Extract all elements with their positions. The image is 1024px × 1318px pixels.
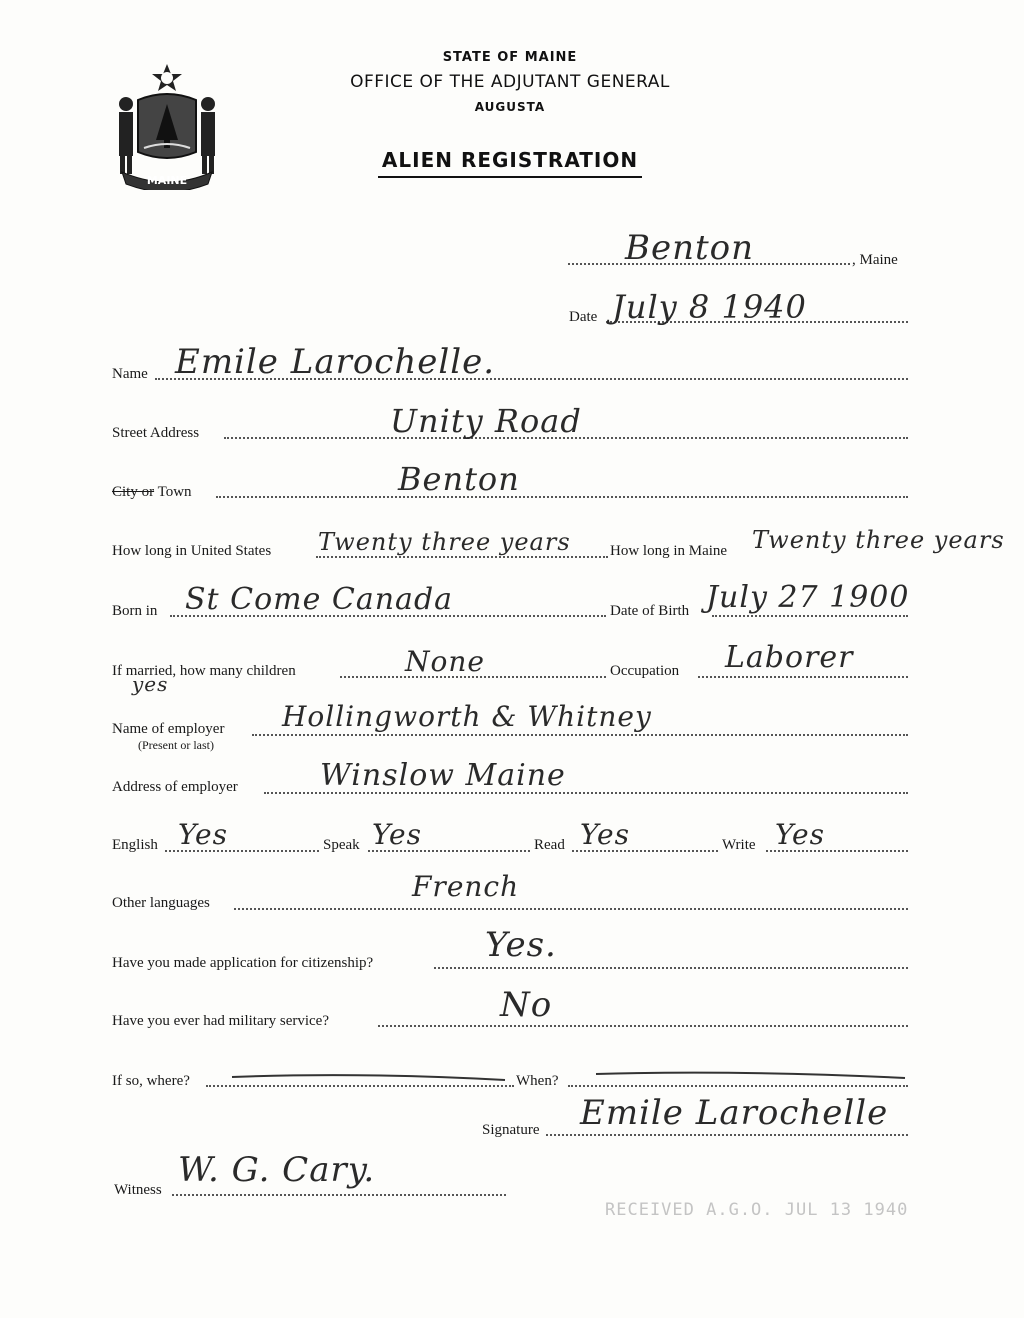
- date-of-birth-value: July 27 1900: [706, 580, 910, 615]
- occupation-value: Laborer: [725, 640, 854, 675]
- header-city: AUGUSTA: [474, 100, 546, 114]
- children-label: If married, how many children: [112, 663, 296, 679]
- where-label: If so, where?: [112, 1073, 190, 1089]
- born-in-label: Born in: [112, 603, 158, 619]
- employer-address-value: Winslow Maine: [320, 758, 566, 793]
- employer-sublabel: (Present or last): [138, 738, 214, 752]
- town-value: Benton: [398, 460, 520, 498]
- write-label: Write: [722, 837, 756, 853]
- citizenship-label: Have you made application for citizenship?: [112, 955, 374, 971]
- witness-label: Witness: [114, 1182, 162, 1198]
- other-languages-label: Other languages: [112, 895, 210, 911]
- street-address-label: Street Address: [112, 425, 200, 441]
- town-label: City or Town: [112, 484, 192, 500]
- time-in-us-value: Twenty three years: [318, 528, 571, 556]
- signature-label: Signature: [482, 1122, 540, 1138]
- date-of-birth-label: Date of Birth: [610, 603, 690, 619]
- witness-value: W. G. Cary.: [178, 1150, 376, 1190]
- english-label: English: [112, 837, 158, 853]
- name-value: Emile Larochelle.: [175, 342, 496, 382]
- signature-line: [546, 1134, 908, 1136]
- write-value: Yes: [775, 818, 825, 851]
- employer-address-label: Address of employer: [112, 779, 238, 795]
- witness-line: [172, 1194, 506, 1196]
- speak-value: Yes: [372, 818, 422, 851]
- place-suffix: , Maine: [852, 252, 898, 268]
- place-value: Benton: [625, 228, 755, 268]
- svg-text:MAINE: MAINE: [146, 174, 188, 187]
- speak-label: Speak: [323, 837, 360, 853]
- employer-value: Hollingworth & Whitney: [282, 700, 652, 733]
- read-label: Read: [534, 837, 565, 853]
- header-state: STATE OF MAINE: [442, 50, 578, 65]
- when-label: When?: [516, 1073, 559, 1089]
- military-value: No: [500, 985, 553, 1025]
- signature-value: Emile Larochelle: [580, 1093, 889, 1133]
- date-label: Date: [569, 309, 598, 325]
- received-stamp: RECEIVED A.G.O. JUL 13 1940: [605, 1200, 909, 1220]
- time-in-maine-value: Twenty three years: [752, 526, 1005, 554]
- date-value: July 8 1940: [612, 288, 807, 326]
- married-note: yes: [132, 672, 169, 696]
- name-label: Name: [112, 366, 148, 382]
- street-address-value: Unity Road: [390, 402, 582, 440]
- occupation-label: Occupation: [610, 663, 680, 679]
- time-in-maine-label: How long in Maine: [610, 543, 728, 559]
- read-value: Yes: [580, 818, 630, 851]
- page-title: ALIEN REGISTRATION: [300, 148, 720, 172]
- born-in-value: St Come Canada: [185, 582, 454, 617]
- citizenship-value: Yes.: [485, 925, 557, 965]
- employer-label: Name of employer: [112, 721, 225, 737]
- other-languages-value: French: [412, 870, 520, 903]
- children-value: None: [405, 645, 485, 678]
- header-office: OFFICE OF THE ADJUTANT GENERAL: [350, 72, 670, 92]
- time-in-us-label: How long in United States: [112, 543, 272, 559]
- military-label: Have you ever had military service?: [112, 1013, 329, 1029]
- english-value: Yes: [178, 818, 228, 851]
